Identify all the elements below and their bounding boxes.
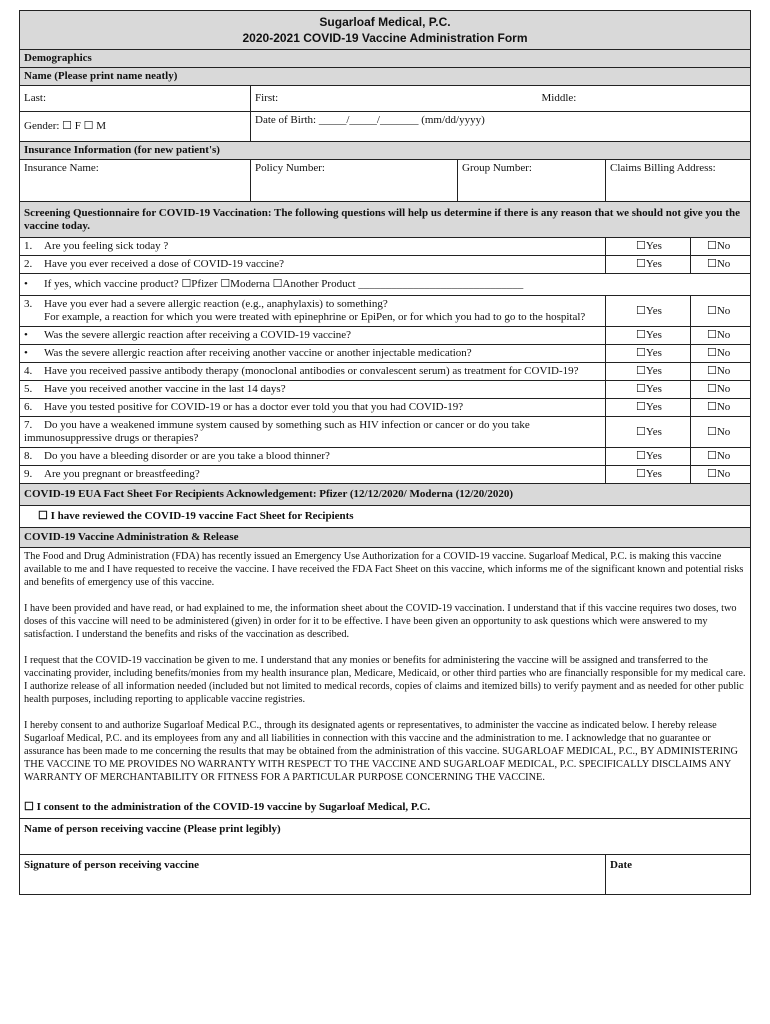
yes-checkbox[interactable]: ☐Yes — [606, 327, 691, 345]
question-number: 1. — [24, 240, 33, 252]
question-row — [20, 363, 751, 381]
no-checkbox[interactable]: ☐No — [691, 363, 751, 381]
question-text: Have you ever had a severe allergic reaction (e.g., anaphylaxis) to something? — [44, 298, 388, 310]
no-checkbox[interactable]: ☐No — [691, 399, 751, 417]
question-row — [20, 399, 751, 417]
insurance-heading: Insurance Information (for new patient's) — [20, 142, 751, 160]
demographics-heading: Demographics — [20, 50, 751, 68]
first-name-field[interactable]: First: — [251, 86, 538, 112]
question-number: 7. — [24, 419, 33, 431]
question-text: Have you tested positive for COVID-19 or has a doctor ever told you that you had COVID-19? — [44, 401, 464, 413]
fact-sheet-review-label: I have reviewed the COVID-19 vaccine Fact Sheet for Recipients — [50, 510, 354, 522]
question-row — [20, 381, 751, 399]
form-table — [19, 10, 751, 895]
consent-label: I consent to the administration of the COVID-19 vaccine by Sugarloaf Medical, P.C. — [36, 801, 431, 813]
form-title: 2020-2021 COVID-19 Vaccine Administration Form — [242, 31, 528, 45]
vaccine-product-question[interactable]: If yes, which vaccine product? ☐Pfizer ☐Moderna ☐Another Product ______________________________ — [44, 278, 524, 290]
no-checkbox[interactable]: ☐No — [691, 327, 751, 345]
question-text: Are you pregnant or breastfeeding? — [44, 468, 200, 480]
name-heading: Name (Please print name neatly) — [20, 68, 751, 86]
gender-field[interactable]: Gender: ☐ F ☐ M — [20, 112, 251, 142]
question-text: Have you received another vaccine in the last 14 days? — [44, 383, 286, 395]
bullet-icon: • — [24, 278, 28, 290]
yes-checkbox[interactable]: ☐Yes — [606, 296, 691, 327]
question-row — [20, 274, 751, 296]
release-paragraph: I have been provided and have read, or had explained to me, the information sheet about the COVID-19 vaccination. I understand that if this vaccine requires two doses, two doses of this vaccine will need to be administered (given) in order for it to be effective. I have been given an opportunity to ask questions which were answered to my satisfaction. I understand the benefits and risks of the vaccination as described. — [24, 603, 737, 640]
question-row — [20, 417, 751, 448]
question-text-detail: For example, a reaction for which you were treated with epinephrine or EpiPen, or for which you had to go to the hospital? — [44, 311, 586, 323]
insurance-name-field[interactable]: Insurance Name: — [20, 160, 251, 202]
middle-name-field[interactable]: Middle: — [538, 86, 751, 112]
yes-checkbox[interactable]: ☐Yes — [606, 417, 691, 448]
yes-checkbox[interactable]: ☐Yes — [606, 399, 691, 417]
no-checkbox[interactable]: ☐No — [691, 345, 751, 363]
question-text: Have you received passive antibody therapy (monoclonal antibodies or convalescent serum) as treatment for COVID-19? — [44, 365, 579, 377]
no-checkbox[interactable]: ☐No — [691, 381, 751, 399]
policy-number-field[interactable]: Policy Number: — [251, 160, 458, 202]
release-text — [20, 548, 751, 819]
no-checkbox[interactable]: ☐No — [691, 417, 751, 448]
question-text: Was the severe allergic reaction after receiving a COVID-19 vaccine? — [44, 329, 352, 341]
no-checkbox[interactable]: ☐No — [691, 448, 751, 466]
yes-checkbox[interactable]: ☐Yes — [606, 363, 691, 381]
question-text: Are you feeling sick today ? — [44, 240, 169, 252]
question-row — [20, 256, 751, 274]
yes-checkbox[interactable]: ☐Yes — [606, 381, 691, 399]
question-row — [20, 327, 751, 345]
question-text: Do you have a weakened immune system caused by something such as HIV infection or cancer or do you take immunosuppressive drugs or therapies? — [24, 419, 530, 444]
question-number: 6. — [24, 401, 33, 413]
screening-heading: Screening Questionnaire for COVID-19 Vaccination: The following questions will help us determine if there is any reason that we should not give you the vaccine today. — [20, 202, 751, 238]
question-row — [20, 296, 751, 327]
yes-checkbox[interactable]: ☐Yes — [606, 345, 691, 363]
yes-checkbox[interactable]: ☐Yes — [606, 466, 691, 484]
no-checkbox[interactable]: ☐No — [691, 256, 751, 274]
question-row — [20, 238, 751, 256]
date-field[interactable]: Date — [606, 855, 751, 895]
no-checkbox[interactable]: ☐No — [691, 238, 751, 256]
recipient-name-field[interactable]: Name of person receiving vaccine (Please print legibly) — [20, 819, 751, 855]
release-paragraph: The Food and Drug Administration (FDA) has recently issued an Emergency Use Authorization for a COVID-19 vaccine. Sugarloaf Medical, P.C. is making this vaccine available to me and I have requested to receive the vaccine. I have received the FDA Fact Sheet on this vaccine, which informs me of the significant known and potential risks and benefits of emergency use of this vaccine. — [24, 551, 744, 588]
yes-checkbox[interactable]: ☐Yes — [606, 238, 691, 256]
bullet-icon: • — [24, 329, 28, 341]
yes-checkbox[interactable]: ☐Yes — [606, 256, 691, 274]
release-heading: COVID-19 Vaccine Administration & Release — [20, 528, 751, 548]
last-name-field[interactable]: Last: — [20, 86, 251, 112]
question-text: Was the severe allergic reaction after receiving another vaccine or another injectable medication? — [44, 347, 472, 359]
question-number: 8. — [24, 450, 33, 462]
vaccine-form — [19, 10, 750, 895]
consent-checkbox[interactable]: ☐ — [24, 801, 34, 813]
question-text: Have you ever received a dose of COVID-19 vaccine? — [44, 258, 285, 270]
question-row — [20, 466, 751, 484]
yes-checkbox[interactable]: ☐Yes — [606, 448, 691, 466]
question-row — [20, 345, 751, 363]
claims-address-field[interactable]: Claims Billing Address: — [606, 160, 751, 202]
no-checkbox[interactable]: ☐No — [691, 466, 751, 484]
question-row — [20, 448, 751, 466]
question-number: 5. — [24, 383, 33, 395]
question-number: 9. — [24, 468, 33, 480]
eua-heading: COVID-19 EUA Fact Sheet For Recipients Acknowledgement: Pfizer (12/12/2020/ Moderna (12/20/2020) — [20, 484, 751, 506]
question-number: 3. — [24, 298, 33, 310]
release-paragraph: I request that the COVID-19 vaccination be given to me. I understand that any monies or benefits for administering the vaccine will be assigned and transferred to the vaccinating provider, including benefits/monies from my health insurance plan, Medicare, Medicaid, or other third parties who are financially responsible for my medical care. I authorize release of all information needed (included but not limited to medical records, copies of claims and itemized bills) to verify payment and as needed for other public health purposes, including reporting to applicable vaccine registries. — [24, 655, 746, 705]
no-checkbox[interactable]: ☐No — [691, 296, 751, 327]
bullet-icon: • — [24, 347, 28, 359]
group-number-field[interactable]: Group Number: — [458, 160, 606, 202]
signature-field[interactable]: Signature of person receiving vaccine — [20, 855, 606, 895]
fact-sheet-checkbox[interactable]: ☐ — [38, 510, 48, 522]
question-text: Do you have a bleeding disorder or are you take a blood thinner? — [44, 450, 330, 462]
dob-field[interactable]: Date of Birth: _____/_____/_______ (mm/dd/yyyy) — [251, 112, 751, 142]
form-header — [20, 11, 751, 50]
question-number: 2. — [24, 258, 33, 270]
question-number: 4. — [24, 365, 33, 377]
release-paragraph: I hereby consent to and authorize Sugarloaf Medical P.C., through its designated agents or representatives, to administer the vaccine as indicated below. I hereby release Sugarloaf Medical, P.C. and its employees from any and all liabilities in connection with this vaccine and the administration to me. I acknowledge that no guarantee or assurance has been made to me concerning the results that may be obtained from the administration of this vaccine. SUGARLOAF MEDICAL, P.C., BY ADMINISTERING THE VACCINE TO ME PROVIDES NO WARRANTY WITH RESPECT TO THE VACCINE AND SUGARLOAF MEDICAL, P.C. SPECIFICALLY DISCLAIMS ANY WARRANTY OF MERCHANTABILITY OR FITNESS FOR A PARTICULAR PURPOSE CONCERNING THE VACCINE. — [24, 720, 738, 783]
org-name: Sugarloaf Medical, P.C. — [319, 15, 451, 29]
